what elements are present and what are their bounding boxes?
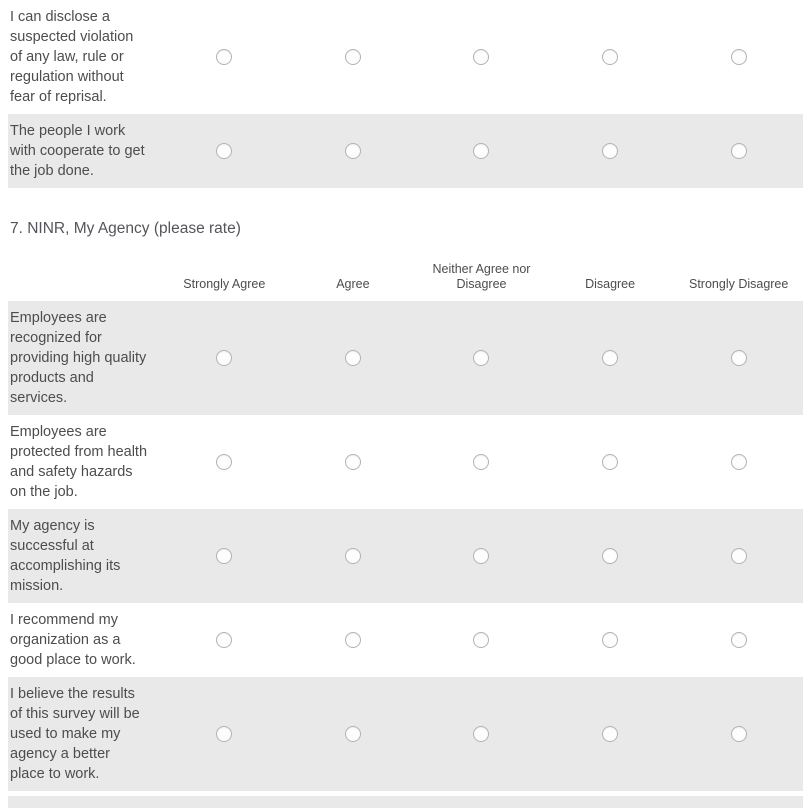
radio-cell	[289, 301, 418, 415]
radio-cell	[546, 677, 675, 791]
radio-cell	[160, 603, 289, 677]
radio-agree[interactable]	[345, 143, 361, 159]
radio-cell	[417, 509, 546, 603]
radio-cell	[417, 0, 546, 114]
radio-cell	[546, 603, 675, 677]
radio-disagree[interactable]	[602, 143, 618, 159]
radio-neither-agree-nor-disagree[interactable]	[473, 49, 489, 65]
column-header-agree: Agree	[336, 277, 370, 291]
radio-strongly-agree[interactable]	[216, 350, 232, 366]
matrix-row	[8, 0, 803, 114]
radio-cell	[417, 114, 546, 188]
radio-strongly-disagree[interactable]	[731, 726, 747, 742]
row-label: Employees are protected from health and safety hazards on the job.	[10, 424, 148, 500]
radio-cell	[546, 0, 675, 114]
radio-cell	[160, 677, 289, 791]
radio-cell	[546, 301, 675, 415]
radio-agree[interactable]	[345, 548, 361, 564]
radio-agree[interactable]	[345, 49, 361, 65]
radio-agree[interactable]	[345, 350, 361, 366]
row-label: My agency is successful at accomplishing its mission.	[10, 518, 121, 594]
matrix-header	[8, 238, 803, 301]
radio-cell	[417, 301, 546, 415]
radio-cell	[160, 114, 289, 188]
next-row-partial	[8, 796, 803, 808]
matrix-row	[8, 509, 803, 603]
column-header-strongly-agree: Strongly Agree	[183, 277, 266, 291]
radio-neither-agree-nor-disagree[interactable]	[473, 726, 489, 742]
row-label: The people I work with cooperate to get the job done.	[10, 123, 145, 179]
radio-cell	[289, 509, 418, 603]
radio-strongly-agree[interactable]	[216, 49, 232, 65]
column-header-neither-agree-nor-disagree: Neither Agree nor Disagree	[432, 262, 531, 291]
radio-neither-agree-nor-disagree[interactable]	[473, 454, 489, 470]
radio-cell	[674, 509, 803, 603]
radio-strongly-disagree[interactable]	[731, 454, 747, 470]
radio-strongly-agree[interactable]	[216, 143, 232, 159]
radio-cell	[417, 677, 546, 791]
radio-disagree[interactable]	[602, 49, 618, 65]
radio-cell	[289, 603, 418, 677]
question7-rows	[8, 301, 803, 791]
row-label: I recommend my organization as a good place to work.	[10, 612, 136, 668]
radio-cell	[546, 114, 675, 188]
radio-cell	[160, 509, 289, 603]
previous-question-matrix	[8, 0, 803, 188]
radio-agree[interactable]	[345, 454, 361, 470]
radio-cell	[289, 0, 418, 114]
matrix-row	[8, 415, 803, 509]
question-title: 7. NINR, My Agency (please rate)	[10, 220, 241, 237]
row-label: I can disclose a suspected violation of any law, rule or regulation without fear of reprisal.	[10, 9, 134, 105]
radio-cell	[289, 677, 418, 791]
radio-strongly-disagree[interactable]	[731, 548, 747, 564]
radio-cell	[160, 0, 289, 114]
radio-strongly-disagree[interactable]	[731, 49, 747, 65]
radio-disagree[interactable]	[602, 726, 618, 742]
radio-cell	[546, 509, 675, 603]
row-label: Employees are recognized for providing high quality products and services.	[10, 310, 147, 406]
radio-cell	[674, 603, 803, 677]
row-label: I believe the results of this survey will be used to make my agency a better place to work.	[10, 686, 140, 782]
matrix-row	[8, 603, 803, 677]
radio-disagree[interactable]	[602, 454, 618, 470]
radio-strongly-agree[interactable]	[216, 548, 232, 564]
column-header-strongly-disagree: Strongly Disagree	[688, 277, 789, 291]
radio-cell	[417, 415, 546, 509]
radio-agree[interactable]	[345, 632, 361, 648]
radio-disagree[interactable]	[602, 350, 618, 366]
radio-cell	[160, 301, 289, 415]
radio-strongly-disagree[interactable]	[731, 350, 747, 366]
matrix-row	[8, 114, 803, 188]
matrix-row	[8, 301, 803, 415]
radio-agree[interactable]	[345, 726, 361, 742]
radio-cell	[289, 415, 418, 509]
radio-neither-agree-nor-disagree[interactable]	[473, 548, 489, 564]
matrix-row	[8, 677, 803, 791]
radio-strongly-agree[interactable]	[216, 726, 232, 742]
radio-neither-agree-nor-disagree[interactable]	[473, 350, 489, 366]
radio-strongly-agree[interactable]	[216, 454, 232, 470]
radio-cell	[674, 677, 803, 791]
radio-cell	[160, 415, 289, 509]
radio-strongly-disagree[interactable]	[731, 143, 747, 159]
radio-disagree[interactable]	[602, 632, 618, 648]
radio-cell	[674, 415, 803, 509]
radio-cell	[289, 114, 418, 188]
column-header-disagree: Disagree	[585, 277, 636, 291]
radio-cell	[674, 0, 803, 114]
radio-cell	[546, 415, 675, 509]
header-spacer	[8, 278, 160, 292]
radio-cell	[417, 603, 546, 677]
radio-cell	[674, 301, 803, 415]
question7-matrix	[8, 238, 803, 791]
radio-strongly-disagree[interactable]	[731, 632, 747, 648]
radio-neither-agree-nor-disagree[interactable]	[473, 632, 489, 648]
radio-strongly-agree[interactable]	[216, 632, 232, 648]
radio-neither-agree-nor-disagree[interactable]	[473, 143, 489, 159]
radio-cell	[674, 114, 803, 188]
radio-disagree[interactable]	[602, 548, 618, 564]
